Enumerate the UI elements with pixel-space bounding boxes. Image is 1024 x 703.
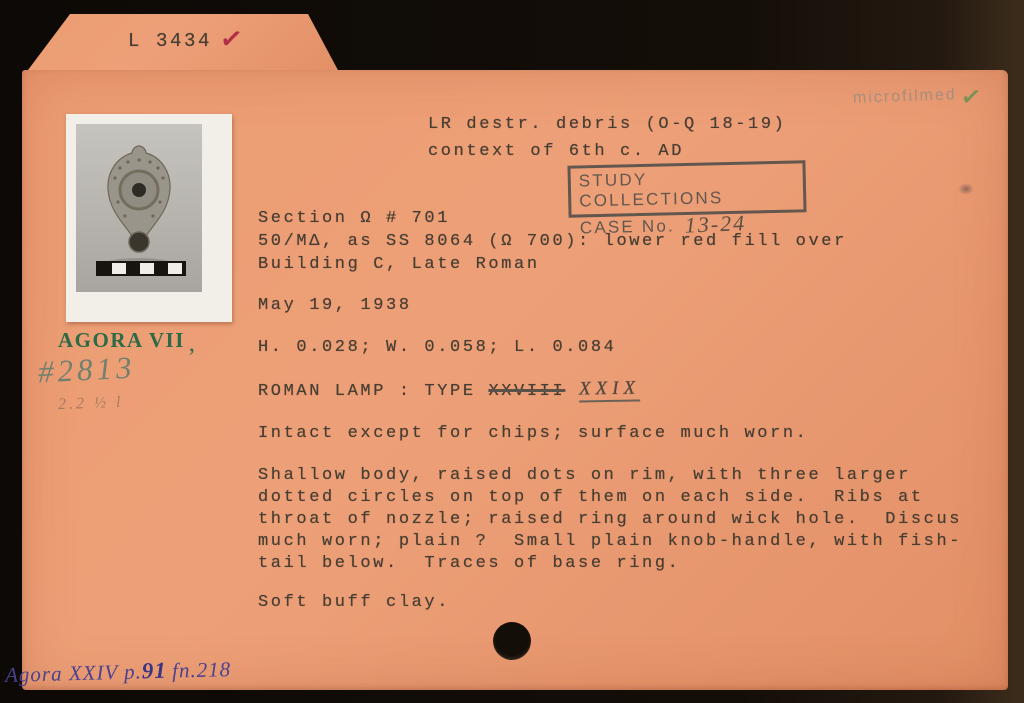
stamp-case-label: CASE No. <box>579 216 676 238</box>
faint-pencil-note: 2.2 ½ l <box>57 393 124 414</box>
dimensions-line: H. 0.028; W. 0.058; L. 0.084 <box>258 338 617 357</box>
photo-scale-bar <box>96 261 186 276</box>
red-checkmark-icon: ✓ <box>218 22 245 56</box>
agora-stamp-text: AGORA VII <box>58 328 185 352</box>
date-line: May 19, 1938 <box>258 296 412 315</box>
building-line: Building C, Late Roman <box>258 255 540 274</box>
green-checkmark-icon: ✓ <box>959 82 983 113</box>
clay-line: Soft buff clay. <box>258 593 451 612</box>
section-line: Section Ω # 701 <box>258 209 451 228</box>
punch-hole <box>493 622 531 660</box>
type-struck-out: XXVIII <box>488 382 566 401</box>
context-note-line1: LR destr. debris (O-Q 18-19) <box>428 115 787 134</box>
description-line: much worn; plain ? Small plain knob-handle, with fish- <box>258 532 963 551</box>
artifact-photo <box>66 114 232 322</box>
description-line: dotted circles on top of them on each side. Ribs at <box>258 488 924 507</box>
condition-line: Intact except for chips; surface much worn. <box>258 424 809 443</box>
microfilmed-stamp: microfilmed <box>852 86 958 107</box>
deposit-line: 50/MΔ, as SS 8064 (Ω 700): lower red fill over <box>258 232 847 251</box>
publication-catalog-number: #2813 <box>37 349 137 390</box>
description-line: Shallow body, raised dots on rim, with three larger <box>258 466 911 485</box>
inventory-number: L 3434 <box>128 30 213 52</box>
stamp-title: STUDY COLLECTIONS <box>578 169 724 211</box>
stamp-case-number: 13-24 <box>684 210 747 238</box>
reference-pre: Agora XXIV p. <box>4 659 143 687</box>
lamp-photograph <box>76 124 202 292</box>
study-collections-stamp <box>567 160 806 238</box>
reference-page-number: 91 <box>141 657 168 684</box>
type-pencil-correction: XXIX <box>579 377 641 402</box>
reference-footnote: fn.218 <box>171 657 232 683</box>
agora-handwritten-comma: , <box>188 331 197 357</box>
context-note-line2: context of 6th c. AD <box>428 142 685 161</box>
description-line: tail below. Traces of base ring. <box>258 554 681 573</box>
ink-smudge <box>958 183 974 195</box>
description-line: throat of nozzle; raised ring around wick hole. Discus <box>258 510 963 529</box>
type-line <box>258 379 640 403</box>
type-prefix: ROMAN LAMP : TYPE <box>258 382 489 401</box>
